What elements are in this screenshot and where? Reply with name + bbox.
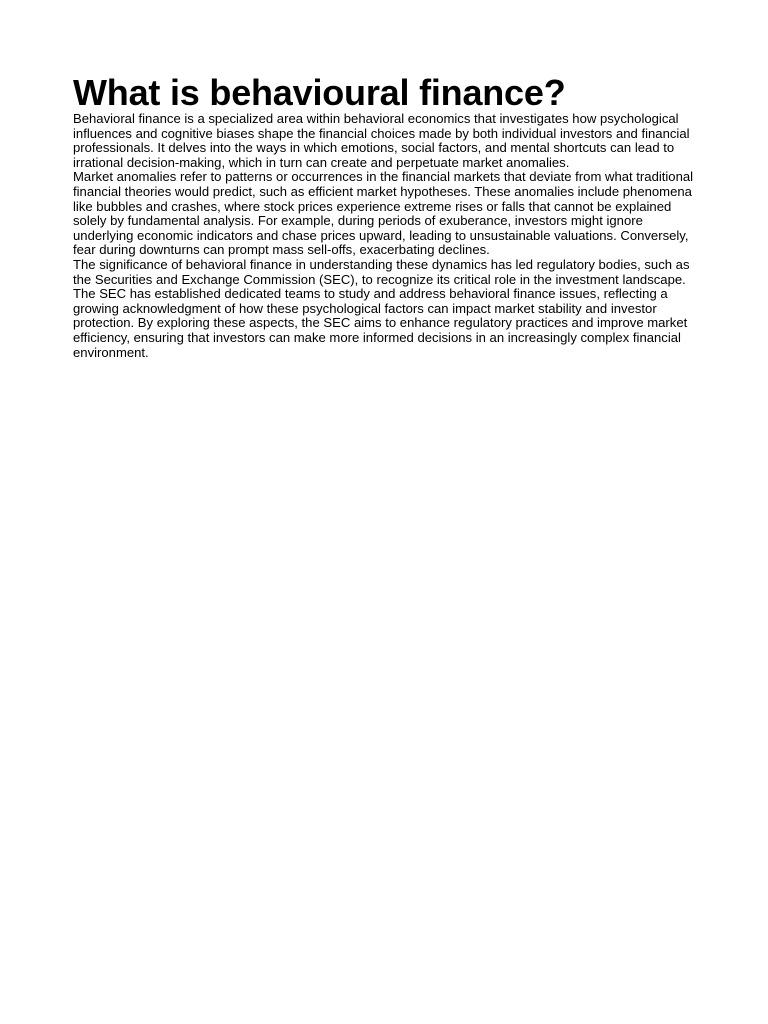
paragraph: The significance of behavioral finance in understanding these dynamics has led regulatory bodies, such as the Securities and Exchange Commission (SEC), to recognize its critical role in the investment landscape. The SEC has established dedicated teams to study and address behavioral finance issues, reflecting a growing acknowledgment of how these psychological factors can impact market stability and investor protection. By exploring these aspects, the SEC aims to enhance regulatory practices and improve market efficiency, ensuring that investors can make more informed decisions in an increasingly complex financial environment.: [73, 256, 690, 360]
paragraph: Market anomalies refer to patterns or occurrences in the financial markets that deviate from what traditional financial theories would predict, such as efficient market hypotheses. These anomalies include phenomena like bubbles and crashes, where stock prices experience extreme rises or falls that cannot be explained solely by fundamental analysis. For example, during periods of exuberance, investors might ignore underlying economic indicators and chase prices upward, leading to unsustainable valuations. Conversely, fear during downturns can prompt mass sell-offs, exacerbating declines.: [73, 169, 694, 258]
paragraph: Behavioral finance is a specialized area within behavioral economics that investigates how psychological influences and cognitive biases shape the financial choices made by both individual investors and financial professionals. It delves into the ways in which emotions, social factors, and mental shortcuts can lead to irrational decision-making, which in turn can create and perpetuate market anomalies.: [73, 111, 690, 170]
document-body: [73, 112, 698, 360]
document-page: [73, 74, 698, 360]
document-title: What is behavioural finance?: [73, 72, 566, 113]
